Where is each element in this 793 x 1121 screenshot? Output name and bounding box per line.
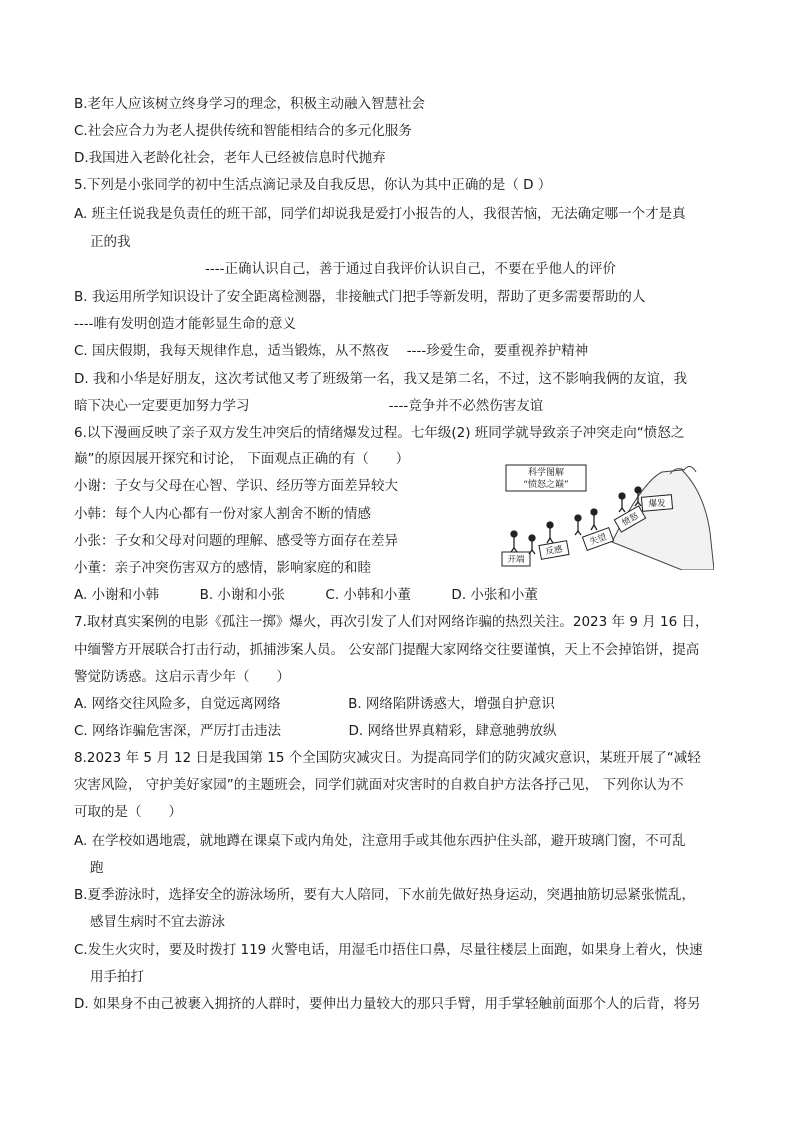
- step-label-anger: 愤怒: [620, 511, 641, 529]
- comic-title-line1: 科学图解: [527, 468, 565, 478]
- figure-head: [575, 515, 581, 521]
- question-6-stem-cont: 巅”的原因展开探究和讨论， 下面观点正确的有（ ）: [74, 451, 410, 467]
- question-8-stem-cont: 灾害风险， 守护美好家园”的主题班会，同学们就面对灾害时的自救自护方法各抒己见， 下列你认为不: [74, 777, 684, 793]
- opinion-xiaozhang: 小张：子女和父母对问题的理解、感受等方面存在差异: [74, 533, 398, 549]
- comic-illustration: [492, 462, 714, 570]
- question-7-stem-end: 警觉防诱惑。这启示青少年（ ）: [74, 669, 290, 685]
- step-label-disappointment: 失望: [588, 532, 609, 548]
- question-7-stem-cont: 中缅警方开展联合打击行动，抓捕涉案人员。 公安部门提醒大家网络交往要谨慎，天上不会掉馅饼，提高: [74, 642, 700, 658]
- comic-title-line2: “愤怒之巅”: [523, 480, 569, 490]
- options-7cd: C. 网络诈骗危害深，严厉打击违法 D. 网络世界真精彩，肆意驰骋放纵: [74, 723, 557, 739]
- option-8b: B.夏季游泳时，选择安全的游泳场所，要有大人陪同，下水前先做好热身运动，突遇抽筋切忌紧张慌乱，: [74, 887, 696, 903]
- opinion-xiaoxie: 小谢：子女与父母在心智、学识、经历等方面差异较大: [74, 478, 398, 494]
- step-label-outburst: 爆发: [648, 499, 666, 509]
- question-5-stem: 5.下列是小张同学的初中生活点滴记录及自我反思，你认为其中正确的是（ D ）: [74, 177, 552, 193]
- figure-head: [511, 531, 517, 537]
- figure-head: [619, 493, 625, 499]
- option-8c-cont: 用手拍打: [90, 969, 144, 985]
- option-8b-cont: 感冒生病时不宜去游泳: [90, 914, 225, 930]
- option-8a: A. 在学校如遇地震，就地蹲在课桌下或内角处，注意用手或其他东西护住头部，避开玻璃门窗，不可乱: [74, 833, 686, 849]
- anger-peak-comic: [492, 462, 714, 570]
- question-7-stem: 7.取材真实案例的电影《孤注一掷》爆火，再次引发了人们对网络诈骗的热烈关注。2023 年 9 月 16 日，: [74, 614, 709, 630]
- option-5d: D. 我和小华是好朋友，这次考试他又考了班级第一名，我又是第二名，不过，这不影响我俩的友谊，我: [74, 371, 687, 387]
- figure-head: [591, 509, 597, 515]
- option-5a: A. 班主任说我是负责任的班干部，同学们却说我是爱打小报告的人，我很苦恼，无法确定哪一个才是真: [74, 206, 686, 222]
- option-5a-reflection: ----正确认识自己，善于通过自我评价认识自己，不要在乎他人的评价: [205, 261, 616, 277]
- option-8d: D. 如果身不由己被裹入拥挤的人群时，要伸出力量较大的那只手臂，用手掌轻触前面那个人的后背，将另: [74, 996, 701, 1012]
- option-5b-reflection: ----唯有发明创造才能彰显生命的意义: [74, 316, 296, 332]
- question-8-stem: 8.2023 年 5 月 12 日是我国第 15 个全国防灾减灾日。为提高同学们的防灾减灾意识，某班开展了“减轻: [74, 750, 701, 766]
- option-5b: B. 我运用所学知识设计了安全距离检测器，非接触式门把手等新发明，帮助了更多需要帮助的人: [74, 289, 646, 305]
- option-5c: C. 国庆假期，我每天规律作息，适当锻炼，从不熬夜 ----珍爱生命，要重视养护精神: [74, 343, 589, 359]
- opinion-xiaohan: 小韩：每个人内心都有一份对家人割舍不断的情感: [74, 506, 371, 522]
- figure-head: [547, 522, 553, 528]
- option-4d: D.我国进入老龄化社会，老年人已经被信息时代抛弃: [74, 150, 386, 166]
- options-7ab: A. 网络交往风险多，自觉远离网络 B. 网络陷阱诱惑大，增强自护意识: [74, 696, 555, 712]
- option-4c: C.社会应合力为老人提供传统和智能相结合的多元化服务: [74, 123, 412, 139]
- options-6: A. 小谢和小韩 B. 小谢和小张 C. 小韩和小董 D. 小张和小董: [74, 587, 538, 603]
- option-8c: C.发生火灾时，要及时拨打 119 火警电话，用湿毛巾捂住口鼻，尽量往楼层上面跑，如果身上着火，快速: [74, 942, 703, 958]
- opinion-xiaodong: 小董：亲子冲突伤害双方的感情，影响家庭的和睦: [74, 560, 371, 576]
- question-8-stem-end: 可取的是（ ）: [74, 804, 182, 820]
- option-5a-cont: 正的我: [90, 234, 131, 250]
- option-4b: B.老年人应该树立终身学习的理念，积极主动融入智慧社会: [74, 96, 426, 112]
- option-8a-cont: 跑: [90, 860, 104, 876]
- option-5d-cont: 暗下决心一定要更加努力学习 ----竞争并不必然伤害友谊: [74, 398, 544, 414]
- figure-head: [529, 535, 535, 541]
- step-label-start: 开端: [507, 555, 525, 565]
- question-6-stem: 6.以下漫画反映了亲子双方发生冲突后的情绪爆发过程。七年级(2) 班同学就导致亲子冲突走向“愤怒之: [74, 425, 685, 441]
- step-label-dislike: 反感: [544, 544, 564, 558]
- figure-head: [635, 487, 641, 493]
